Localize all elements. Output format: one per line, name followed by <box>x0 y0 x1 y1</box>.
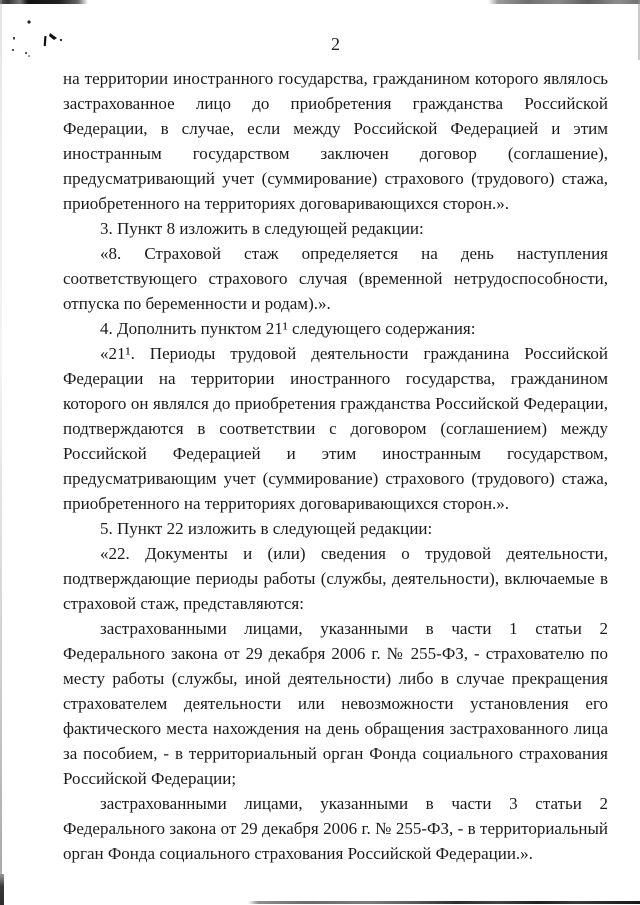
scan-artifact-bottom-left-mark <box>0 874 4 905</box>
document-paragraph: «22. Документы и (или) сведения о трудовой деятельности, подтверждающие периоды работы (службы, деятельности), включаемые в страховой стаж, представляются: <box>63 544 608 613</box>
scan-artifact-bottom-edge <box>248 901 640 904</box>
document-paragraph: 4. Дополнить пунктом 21¹ следующего содержания: <box>100 319 476 338</box>
document-paragraph: застрахованными лицами, указанными в части 1 статьи 2 Федерального закона от 29 декабря 2006 г. № 255-ФЗ, - страхователю по месту работы (службы, иной деятельности) либо в случае прекращения страхователем деятельности или невозможности установления его фактического места нахождения на день обращения застрахованного лица за пособием, - в территориальный орган Фонда социального страхования Российской Федерации; <box>63 619 608 788</box>
document-paragraph: «21¹. Периоды трудовой деятельности гражданина Российской Федерации на территории иностранного государства, гражданином которого он являлся до приобретения гражданства Российской Федерации, подтверждаются в соответствии с договором (соглашением) между Российской Федерацией и этим иностранным государством, предусматривающим учет (суммирование) страхового (трудового) стажа, приобретенного на территориях договаривающихся сторон.». <box>63 344 608 513</box>
scan-artifact-top-right-edge <box>488 0 640 4</box>
scan-artifact-top-left-edge <box>0 0 88 4</box>
document-paragraph: 3. Пункт 8 изложить в следующей редакции: <box>100 219 424 238</box>
document-paragraph: застрахованными лицами, указанными в части 3 статьи 2 Федерального закона от 29 декабря 2006 г. № 255-ФЗ, - в территориальный орган Фонда социального страхования Российской Федерации.». <box>63 794 608 863</box>
document-paragraph: «8. Страховой стаж определяется на день наступления соответствующего страхового случая (временной нетрудоспособности, отпуска по беременности и родам).». <box>63 244 608 313</box>
page-number: 2 <box>331 34 340 54</box>
ink-marks <box>10 15 70 65</box>
document-paragraph: 5. Пункт 22 изложить в следующей редакции: <box>100 519 433 538</box>
scan-artifact-left-edge <box>0 0 2 905</box>
document-paragraph: на территории иностранного государства, гражданином которого являлось застрахованное лицо до приобретения гражданства Российской Федерации, в случае, если между Российской Федерацией и этим иностранным государством заключен договор (соглашение), предусматривающий учет (суммирование) страхового (трудового) стажа, приобретенного на территориях договаривающихся сторон.». <box>63 69 608 213</box>
document-body <box>63 66 608 866</box>
